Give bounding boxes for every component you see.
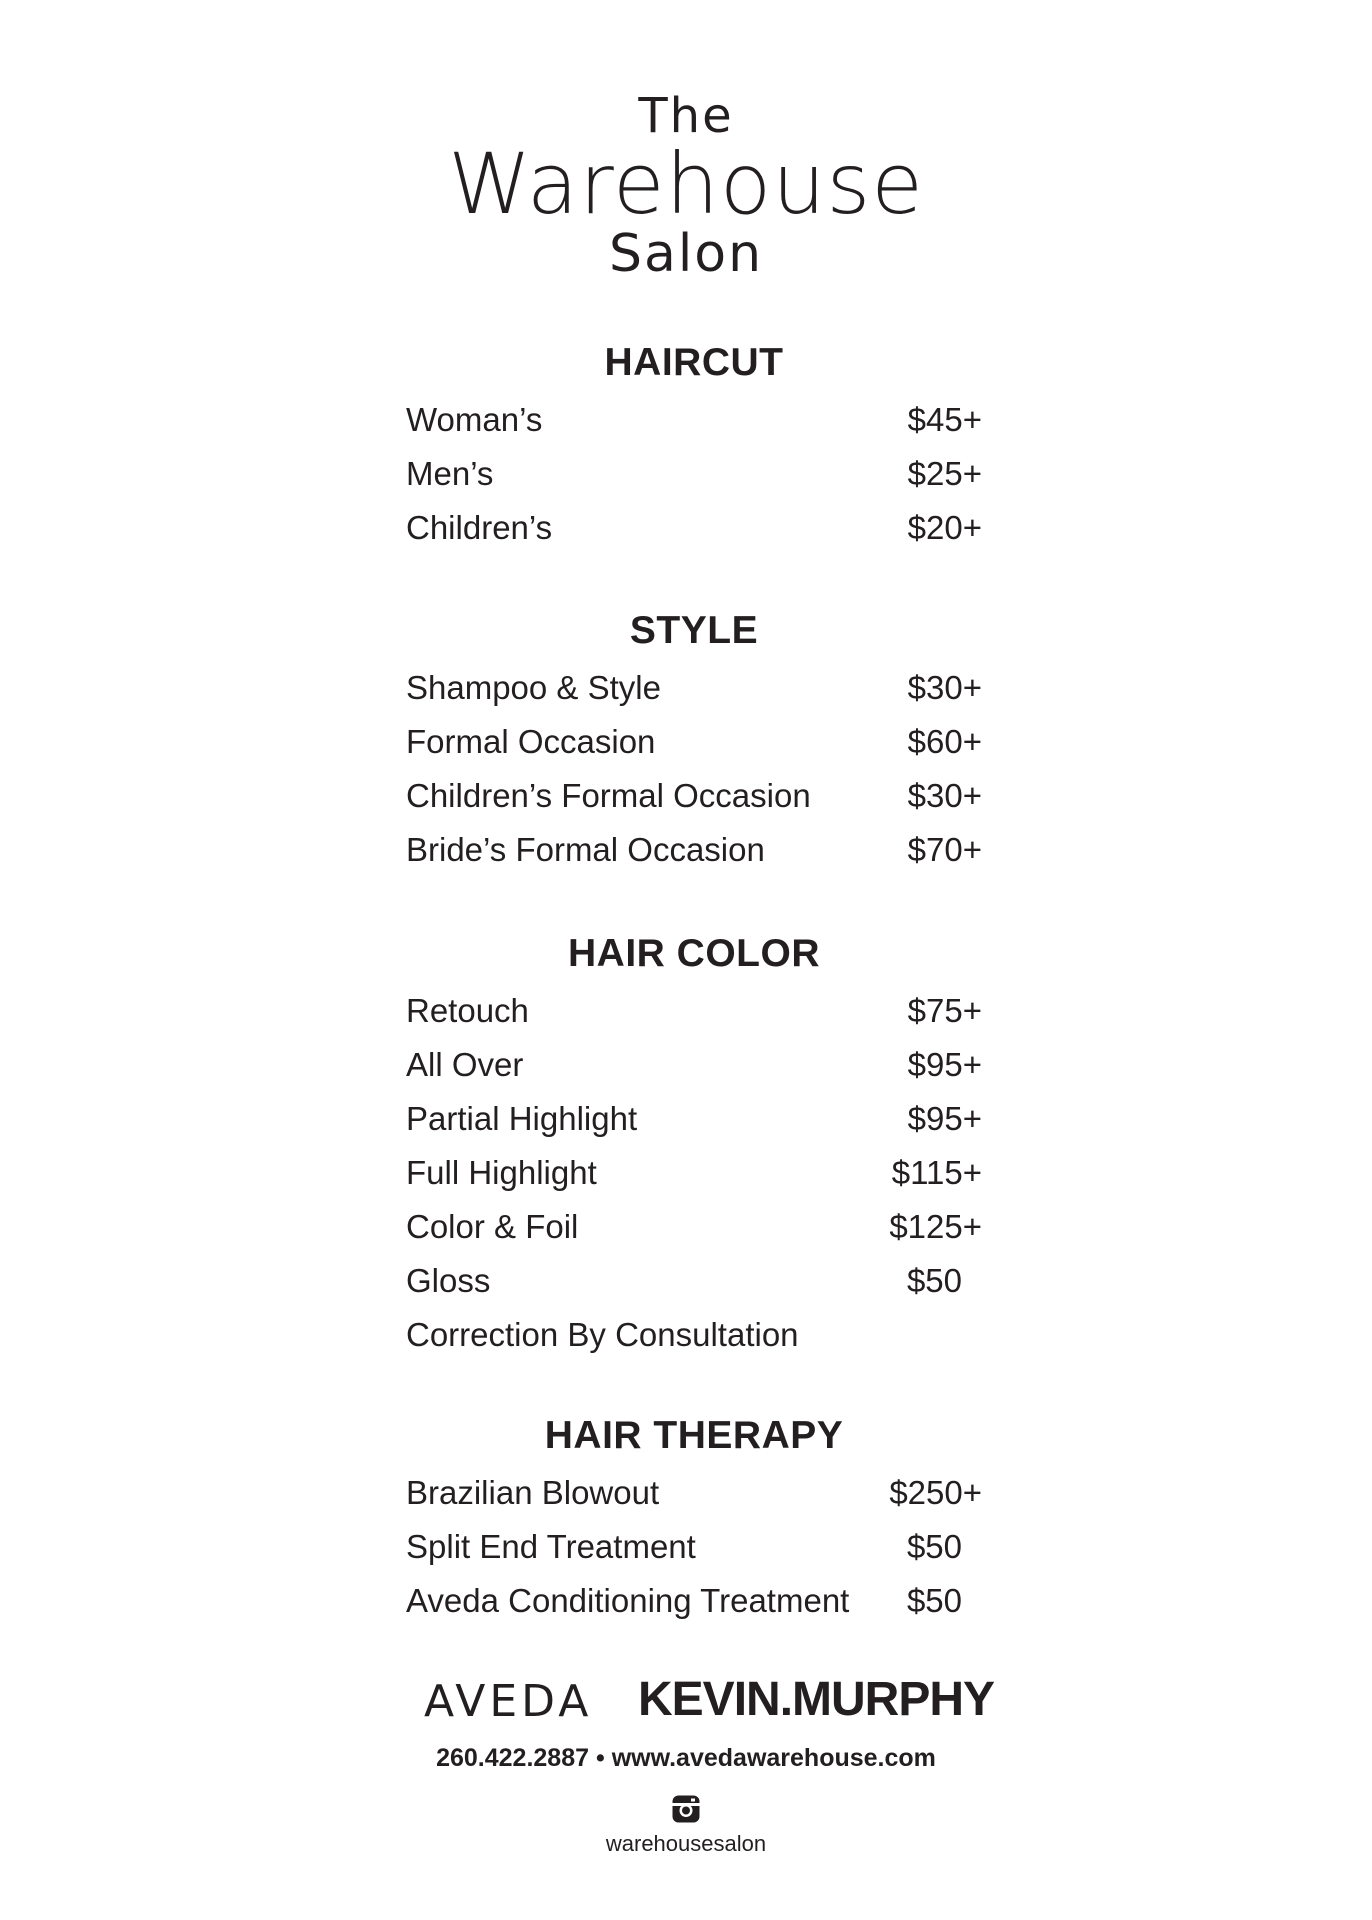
item-price: $115+ (891, 1154, 982, 1191)
item-name: Men’s (406, 455, 494, 492)
instagram-handle[interactable]: warehousesalon (605, 1831, 767, 1856)
section-hair-color (406, 932, 982, 1362)
item-name: Children’s Formal Occasion (406, 777, 811, 814)
menu-item (406, 1038, 982, 1092)
item-name: All Over (406, 1046, 524, 1083)
section-title: HAIR COLOR (568, 932, 820, 975)
item-price: $70+ (907, 831, 982, 868)
item-price: $125+ (889, 1208, 982, 1245)
item-price: $50 (906, 1528, 962, 1565)
menu-item (406, 1092, 982, 1146)
logo-line-the: The (638, 88, 734, 144)
menu-item (406, 501, 982, 555)
item-name: Formal Occasion (406, 723, 656, 760)
section-title: HAIR THERAPY (544, 1414, 844, 1457)
item-name: Gloss (406, 1262, 491, 1299)
menu-item (406, 447, 982, 501)
menu-item (406, 823, 982, 877)
item-price: $45+ (907, 401, 982, 438)
item-price: $95+ (907, 1100, 982, 1137)
item-name: Split End Treatment (406, 1528, 696, 1565)
item-price: $75+ (907, 992, 982, 1029)
website-link[interactable]: www.avedawarehouse.com (611, 1744, 936, 1772)
item-price: $95+ (907, 1046, 982, 1083)
item-name: Color & Foil (406, 1208, 579, 1245)
contact-line (0, 1742, 1372, 1774)
menu-item (406, 984, 982, 1038)
section-haircut (406, 341, 982, 555)
separator-bullet: • (595, 1744, 605, 1772)
item-price: $60+ (907, 723, 982, 760)
menu-item (406, 1574, 982, 1628)
item-name: Retouch (406, 992, 529, 1029)
phone-number: 260.422.2887 (436, 1744, 590, 1772)
menu-item (406, 393, 982, 447)
item-name: Children’s (406, 509, 553, 546)
item-price: $20+ (907, 509, 982, 546)
instagram-icon[interactable] (671, 1794, 701, 1824)
item-price: $30+ (907, 669, 982, 706)
item-name: Correction By Consultation (406, 1316, 799, 1353)
item-name: Partial Highlight (406, 1100, 638, 1137)
item-name: Woman’s (406, 401, 543, 438)
menu-item (406, 1200, 982, 1254)
item-price: $50 (906, 1582, 962, 1619)
menu-item (406, 1308, 982, 1362)
item-price: $30+ (907, 777, 982, 814)
menu-item (406, 661, 982, 715)
item-price: $50 (906, 1262, 962, 1299)
item-name: Aveda Conditioning Treatment (406, 1582, 850, 1619)
section-style (406, 609, 982, 877)
logo-line-salon: Salon (608, 224, 764, 284)
item-price: $250+ (889, 1474, 982, 1511)
menu-item (406, 1254, 982, 1308)
brand-logos (0, 1672, 1372, 1728)
menu-item (406, 769, 982, 823)
logo-line-warehouse: Warehouse (448, 135, 924, 233)
menu-item (406, 715, 982, 769)
aveda-logo: AVEDA (424, 1676, 593, 1727)
menu-item (406, 1146, 982, 1200)
item-price: $25+ (907, 455, 982, 492)
item-name: Bride’s Formal Occasion (406, 831, 765, 868)
menu-item (406, 1520, 982, 1574)
menu-item (406, 1466, 982, 1520)
item-name: Full Highlight (406, 1154, 597, 1191)
item-name: Shampoo & Style (406, 669, 661, 706)
section-hair-therapy (406, 1414, 982, 1628)
section-title: HAIRCUT (604, 341, 784, 384)
kevin-murphy-logo: KEVIN.MURPHY (638, 1673, 995, 1726)
section-title: STYLE (629, 609, 759, 652)
item-name: Brazilian Blowout (406, 1474, 660, 1511)
